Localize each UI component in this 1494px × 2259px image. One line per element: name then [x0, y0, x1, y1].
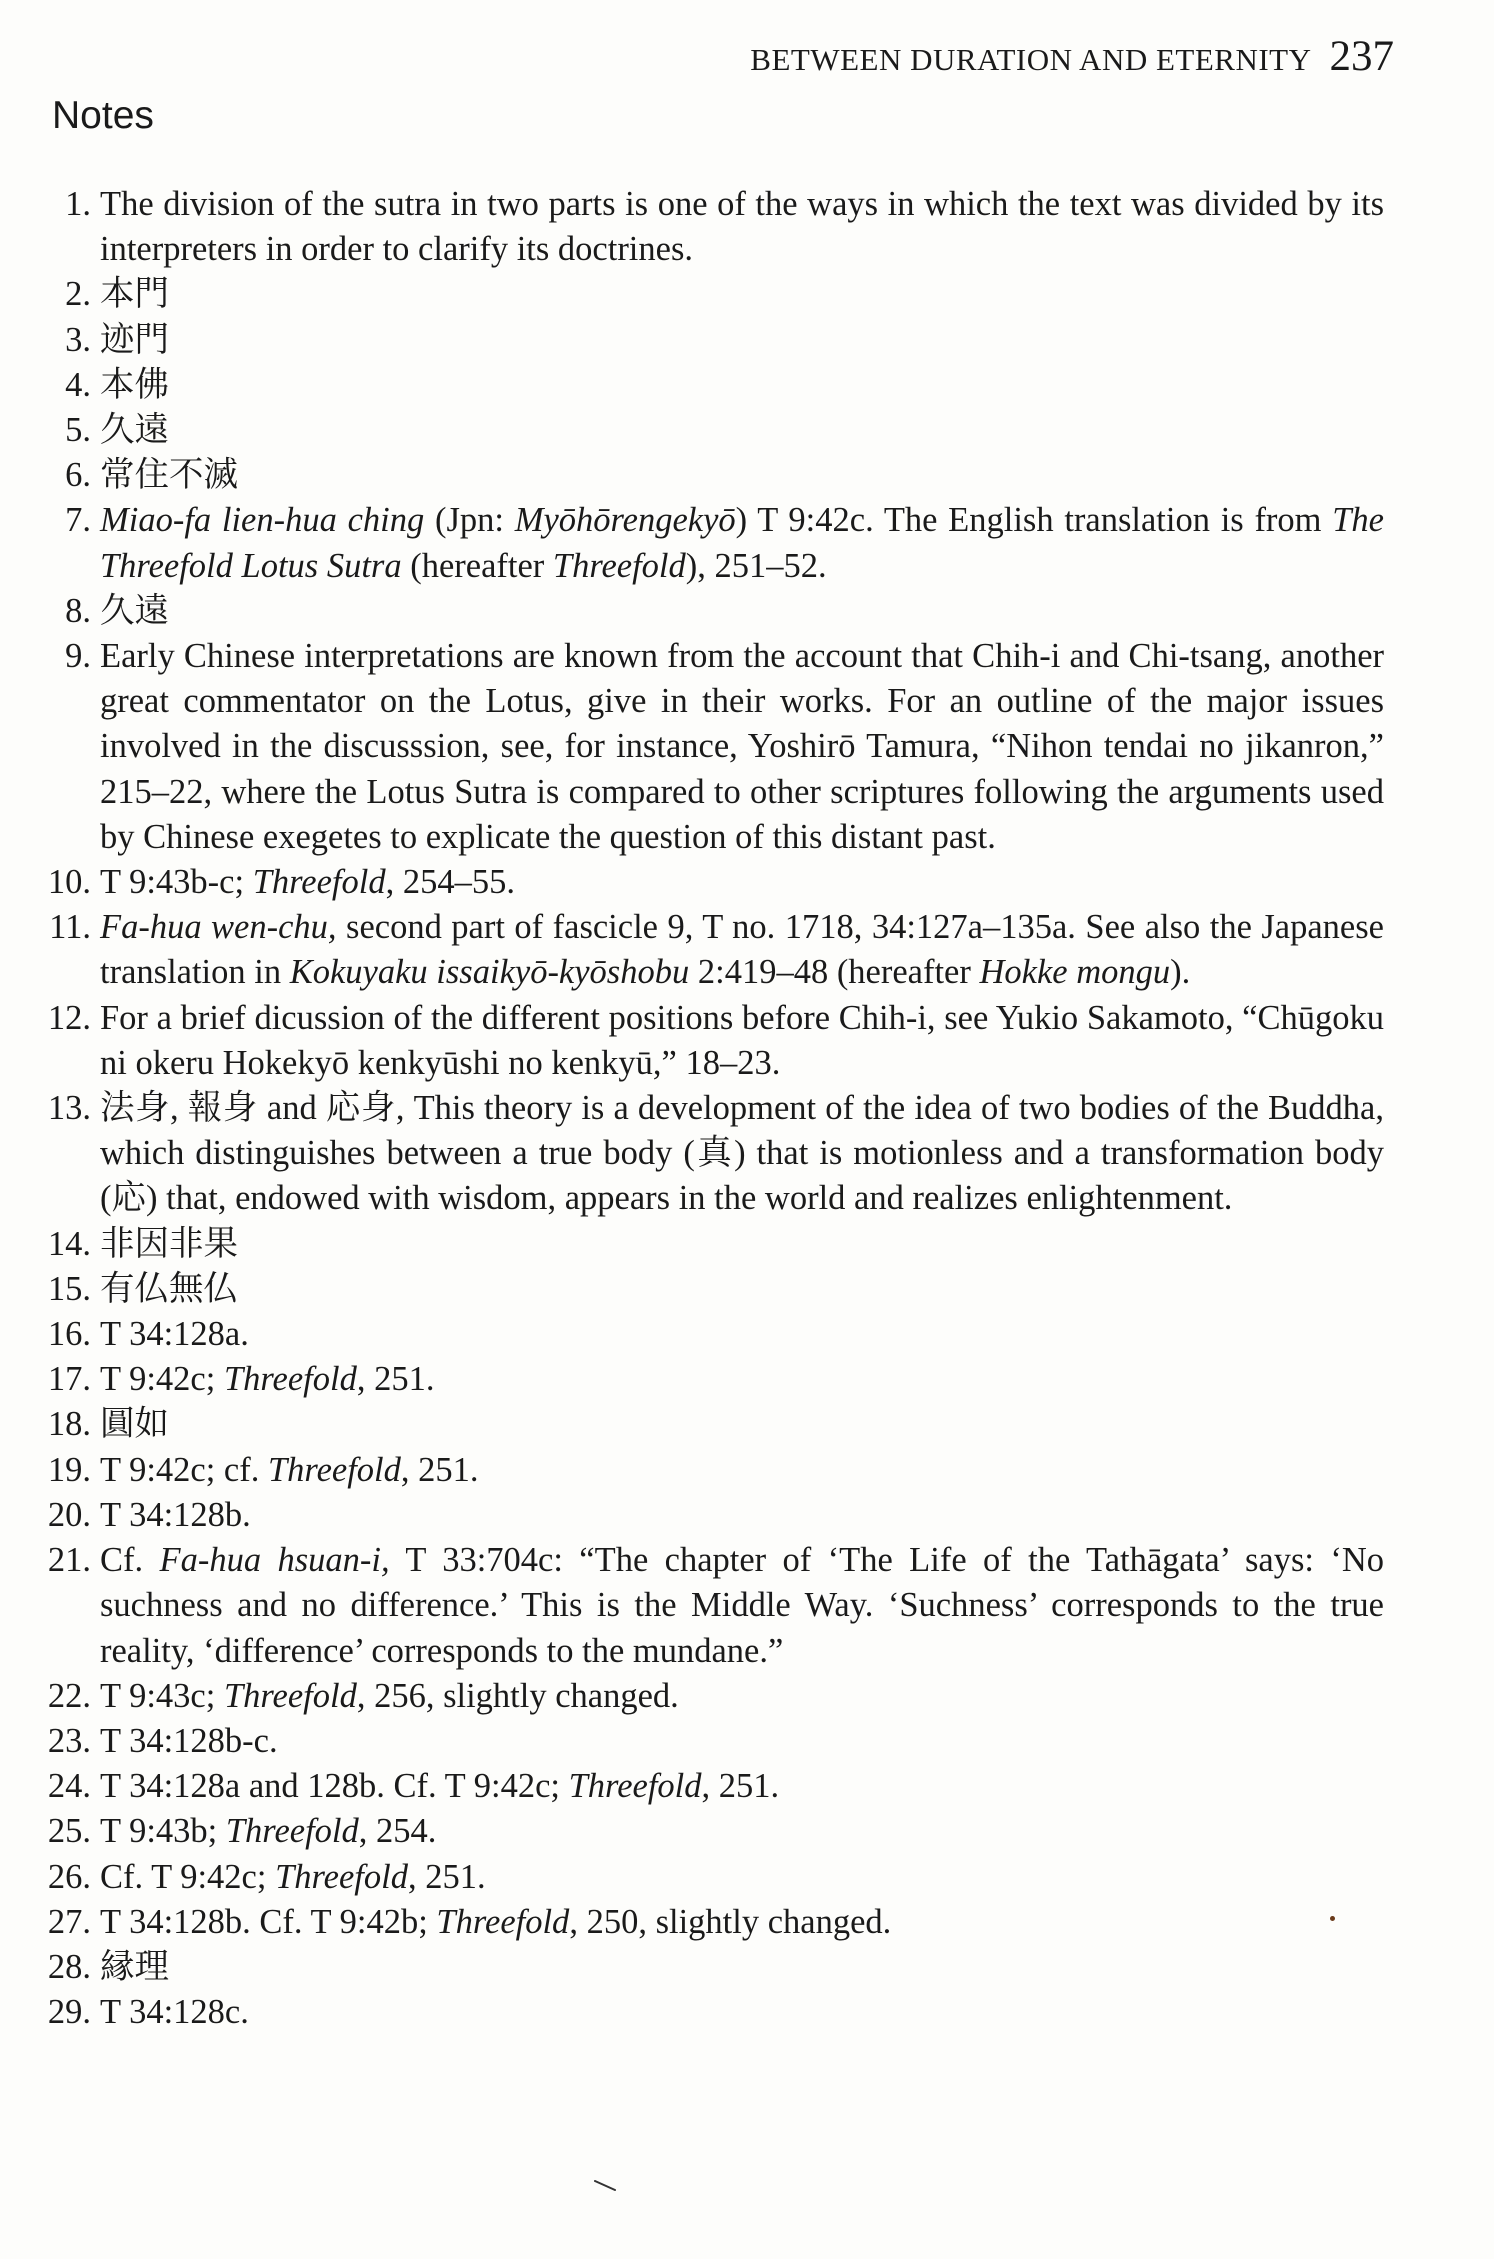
note-italic-text: Threefold	[568, 1767, 702, 1806]
note-number: 21.	[47, 1541, 91, 1580]
note-number: 27.	[47, 1902, 91, 1941]
note-text-run: (hereafter	[401, 546, 553, 585]
note-number: 2.	[65, 275, 91, 314]
note-text	[100, 1990, 1384, 2035]
note-text-run: T 9:42c; cf.	[100, 1450, 268, 1489]
note-item	[0, 1267, 1494, 1312]
note-text	[100, 905, 1384, 995]
note-text	[100, 1674, 1384, 1719]
note-text-run: Cf.	[100, 1541, 160, 1580]
note-text	[100, 996, 1384, 1086]
notes-heading: Notes	[52, 94, 154, 137]
note-text	[100, 1719, 1384, 1764]
note-text-run: 常住不滅	[100, 456, 238, 495]
note-item	[0, 453, 1494, 498]
note-text-run: 本門	[100, 275, 169, 314]
note-italic-text: Fa-hua wen-chu,	[100, 908, 337, 947]
note-italic-text: Threefold	[223, 1360, 357, 1399]
note-item	[0, 1990, 1494, 2035]
note-number: 5.	[65, 411, 91, 450]
note-italic-text: Hokke mongu	[979, 953, 1171, 992]
note-text-run: T 34:128b.	[100, 1495, 251, 1534]
note-text	[100, 1900, 1384, 1945]
note-italic-text: Kokuyaku issaikyō-kyōshobu	[289, 953, 690, 992]
note-item	[0, 1312, 1494, 1357]
note-number: 13.	[47, 1089, 91, 1128]
note-item	[0, 589, 1494, 634]
note-number: 9.	[65, 637, 91, 676]
note-text-run: , 251.	[701, 1767, 780, 1806]
note-item	[0, 1809, 1494, 1854]
note-text-run: , 251.	[400, 1450, 479, 1489]
stray-dot-mark	[1330, 1916, 1335, 1921]
note-text-run: T 34:128a and 128b. Cf. T 9:42c;	[100, 1767, 569, 1806]
note-text-run: 圓如	[100, 1405, 169, 1444]
note-item	[0, 1719, 1494, 1764]
note-text-run: 縁理	[100, 1947, 169, 1986]
note-text	[100, 1855, 1384, 1900]
note-italic-text: Threefold	[552, 546, 686, 585]
running-title: BETWEEN DURATION AND ETERNITY	[750, 42, 1312, 77]
note-text-run: (Jpn:	[424, 501, 515, 540]
note-italic-text: Threefold	[268, 1450, 401, 1489]
note-text	[100, 1312, 1384, 1357]
note-text-run: 有仏無仏	[100, 1269, 238, 1308]
note-item	[0, 996, 1494, 1086]
note-number: 6.	[65, 456, 91, 495]
note-text	[100, 1222, 1384, 1267]
note-text	[100, 1493, 1384, 1538]
note-text-run: second part of fascicle 9, T no. 1718, 34:127a–135a. See also the Japanese translation in	[100, 908, 1384, 992]
note-italic-text: Threefold	[436, 1902, 570, 1941]
note-text	[100, 272, 1384, 317]
note-number: 4.	[65, 365, 91, 404]
note-item	[0, 1945, 1494, 1990]
note-text-run: , 254–55.	[385, 863, 515, 902]
note-italic-text: Myōhōrengekyō	[514, 501, 736, 540]
note-text-run: T 9:43c;	[100, 1676, 224, 1715]
note-item	[0, 1900, 1494, 1945]
note-italic-text: Miao-fa lien-hua ching	[100, 501, 425, 540]
note-item	[0, 408, 1494, 453]
note-number: 19.	[47, 1450, 91, 1489]
note-italic-text: Threefold	[225, 1812, 359, 1851]
note-item	[0, 1764, 1494, 1809]
note-number: 17.	[47, 1360, 91, 1399]
note-number: 23.	[47, 1721, 91, 1760]
note-number: 16.	[47, 1315, 91, 1354]
note-item	[0, 1357, 1494, 1402]
note-number: 24.	[47, 1767, 91, 1806]
note-number: 11.	[49, 908, 91, 947]
note-text	[100, 1538, 1384, 1674]
note-text-run: ), 251–52.	[685, 546, 827, 585]
note-text-run: , 254.	[358, 1812, 437, 1851]
note-number: 8.	[65, 591, 91, 630]
note-text	[100, 1402, 1384, 1447]
note-number: 14.	[47, 1224, 91, 1263]
note-text	[100, 182, 1384, 272]
note-text-run: 本佛	[100, 365, 169, 404]
note-text-run: 2:419–48 (hereafter	[689, 953, 980, 992]
note-text-run: 久遠	[100, 411, 169, 450]
note-number: 7.	[65, 501, 91, 540]
note-text	[100, 1945, 1384, 1990]
note-text	[100, 634, 1384, 860]
note-item	[0, 1402, 1494, 1447]
note-item	[0, 1538, 1494, 1674]
note-text-run: T 9:42c;	[100, 1360, 224, 1399]
note-text-run: 久遠	[100, 591, 169, 630]
note-item	[0, 363, 1494, 408]
note-text-run: T 34:128a.	[100, 1315, 249, 1354]
note-item	[0, 1674, 1494, 1719]
page-number: 237	[1329, 33, 1394, 80]
note-text-run: ).	[1170, 953, 1191, 992]
note-text	[100, 498, 1384, 588]
note-text-run: 非因非果	[100, 1224, 238, 1263]
note-number: 22.	[47, 1676, 91, 1715]
note-text-run: 迹門	[100, 320, 169, 359]
note-text	[100, 318, 1384, 363]
note-text	[100, 1086, 1384, 1222]
note-text-run: Early Chinese interpretations are known from the account that Chih-i and Chi-tsang, another great commentator on the Lotus, give in their works. For an outline of the major issues involved in the discusssion, see, for instance, Yoshirō Tamura, “Nihon tendai no jikanron,” 215–22, where the Lotus Sutra is compared to other scriptures following the arguments used by Chinese exegetes to explicate the question of this distant past.	[100, 637, 1384, 856]
note-item	[0, 1086, 1494, 1222]
note-item	[0, 1222, 1494, 1267]
note-number: 15.	[47, 1269, 91, 1308]
note-text	[100, 408, 1384, 453]
note-text	[100, 1357, 1384, 1402]
note-item	[0, 318, 1494, 363]
note-text	[100, 1267, 1384, 1312]
note-number: 25.	[47, 1812, 91, 1851]
note-number: 18.	[47, 1405, 91, 1444]
note-italic-text: Threefold	[252, 863, 386, 902]
note-text-run: ) T 9:42c. The English translation is from	[735, 501, 1333, 540]
note-item	[0, 905, 1494, 995]
stray-pen-mark	[594, 2180, 616, 2191]
note-text	[100, 860, 1384, 905]
note-text-run: The division of the sutra in two parts is one of the ways in which the text was divided by its interpreters in order to clarify its doctrines.	[100, 185, 1384, 269]
note-text-run: T 9:43b;	[100, 1812, 226, 1851]
note-text	[100, 453, 1384, 498]
note-text-run: T 33:704c: “The chapter of ‘The Life of the Tathāgata’ says: ‘No suchness and no difference.’ This is the Middle Way. ‘Suchness’ corresponds to the true reality, ‘difference’ corresponds to the mundane.”	[100, 1541, 1384, 1670]
note-number: 20.	[47, 1495, 91, 1534]
note-text-run: For a brief dicussion of the different positions before Chih-i, see Yukio Sakamoto, “Chūgoku ni okeru Hokekyō kenkyūshi no kenkyū,” 18–23.	[100, 998, 1384, 1082]
note-item	[0, 634, 1494, 860]
note-italic-text: Threefold	[275, 1857, 408, 1896]
note-item	[0, 498, 1494, 588]
note-text	[100, 1809, 1384, 1854]
note-text-run: , 251.	[407, 1857, 486, 1896]
running-head	[750, 32, 1394, 81]
note-item	[0, 860, 1494, 905]
note-item	[0, 1493, 1494, 1538]
note-text	[100, 363, 1384, 408]
note-number: 28.	[47, 1947, 91, 1986]
note-number: 1.	[65, 185, 91, 223]
note-text-run: T 34:128c.	[100, 1993, 249, 2032]
note-text-run: T 34:128b. Cf. T 9:42b;	[100, 1902, 437, 1941]
note-number: 26.	[47, 1857, 91, 1896]
note-item	[0, 1855, 1494, 1900]
note-italic-text: The Threefold Lotus Sutra	[100, 501, 1384, 585]
note-item	[0, 182, 1494, 272]
note-text-run: , 250, slightly changed.	[569, 1902, 892, 1941]
note-text	[100, 589, 1384, 634]
note-text-run: Cf. T 9:42c;	[100, 1857, 276, 1896]
note-text	[100, 1448, 1384, 1493]
note-item	[0, 272, 1494, 317]
note-text-run: , 251.	[356, 1360, 435, 1399]
notes-list	[0, 182, 1494, 2035]
note-text-run: T 9:43b-c;	[100, 863, 253, 902]
note-text-run: 法身, 報身 and 応身, This theory is a development of the idea of two bodies of the Buddha, which distinguishes between a true body (真) that is motionless and a transformation body (応) that, endowed with wisdom, appears in the world and realizes enlightenment.	[100, 1089, 1384, 1218]
note-number: 12.	[47, 998, 91, 1037]
note-italic-text: Fa-hua hsuan-i,	[159, 1541, 390, 1580]
note-text-run: T 34:128b-c.	[100, 1721, 278, 1760]
note-number: 10.	[47, 863, 91, 902]
note-item	[0, 1448, 1494, 1493]
note-italic-text: Threefold	[223, 1676, 357, 1715]
note-number: 29.	[47, 1993, 91, 2032]
note-text	[100, 1764, 1384, 1809]
note-number: 3.	[65, 320, 91, 359]
note-text-run: , 256, slightly changed.	[356, 1676, 679, 1715]
